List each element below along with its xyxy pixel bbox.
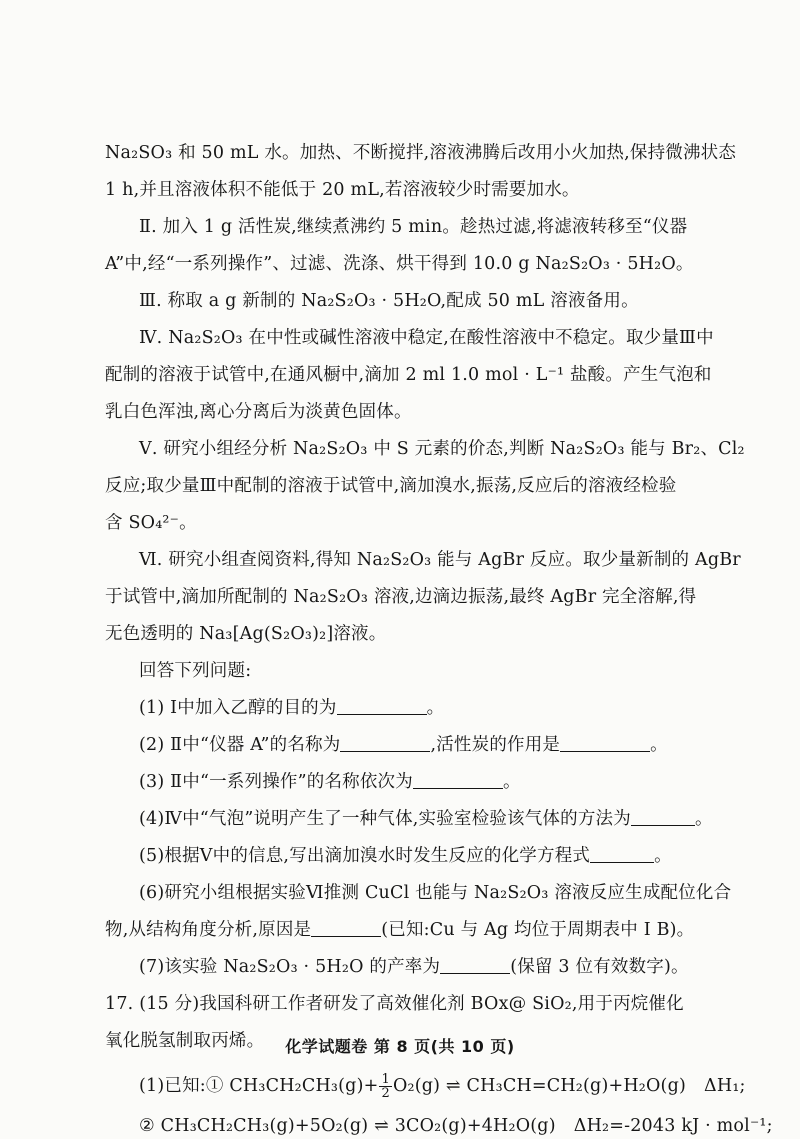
answer-blank[interactable] (631, 807, 695, 826)
question-end: (已知:Cu 与 Ag 均位于周期表中 Ⅰ B)。 (381, 920, 695, 940)
question-end: 。 (502, 772, 521, 792)
enthalpy-1: ΔH₁; (704, 1076, 746, 1096)
enthalpy-2: ΔH₂=-2043 kJ · mol⁻¹; (573, 1116, 773, 1136)
question-text: (7)该实验 Na₂S₂O₃ · 5H₂O 的产率为 (139, 957, 441, 977)
question-1 (139, 695, 444, 721)
step-vi-line: Ⅵ. 研究小组查阅资料,得知 Na₂S₂O₃ 能与 AgBr 反应。取少量新制的 AgBr (139, 550, 741, 570)
question-6: (6)研究小组根据实验Ⅵ推测 CuCl 也能与 Na₂S₂O₃ 溶液反应生成配位化合 (139, 883, 732, 903)
answer-blank[interactable] (590, 844, 654, 863)
question-text: (5)根据Ⅴ中的信息,写出滴加溴水时发生反应的化学方程式 (139, 846, 591, 866)
fraction-denominator: 2 (381, 1086, 390, 1101)
question-end: 。 (650, 735, 668, 755)
question-7 (139, 954, 689, 980)
question-end: 。 (654, 846, 672, 866)
text-line: 于试管中,滴加所配制的 Na₂S₂O₃ 溶液,边滴边振荡,最终 AgBr 完全溶解,得 (105, 587, 697, 607)
questions-heading: 回答下列问题: (139, 661, 252, 681)
step-iii-line: Ⅲ. 称取 a g 新制的 Na₂S₂O₃ · 5H₂O,配成 50 mL 溶液备用。 (139, 291, 639, 311)
text-line: Na₂SO₃ 和 50 mL 水。加热、不断搅拌,溶液沸腾后改用小火加热,保持微沸状态 (105, 143, 737, 163)
equation-lead: (1)已知:① CH₃CH₂CH₃(g)+ (139, 1076, 379, 1096)
text-line: 反应;取少量Ⅲ中配制的溶液于试管中,滴加溴水,振荡,反应后的溶液经检验 (105, 476, 677, 496)
question-end: (保留 3 位有效数字)。 (510, 957, 689, 977)
text-line: 乳白色浑浊,离心分离后为淡黄色固体。 (105, 402, 412, 422)
step-iv-line: Ⅳ. Na₂S₂O₃ 在中性或碱性溶液中稳定,在酸性溶液中不稳定。取少量Ⅲ中 (139, 328, 714, 348)
question-text: (1) Ⅰ中加入乙醇的目的为 (139, 698, 337, 718)
step-v-line: Ⅴ. 研究小组经分析 Na₂S₂O₃ 中 S 元素的价态,判断 Na₂S₂O₃ 能与 Br₂、Cl₂ (139, 439, 745, 459)
question-6-cont (105, 917, 694, 943)
question-3 (139, 769, 521, 795)
equation-body: O₂(g) ⇌ CH₃CH=CH₂(g)+H₂O(g) (392, 1076, 687, 1096)
problem-17-line: 17. (15 分)我国科研工作者研发了高效催化剂 BOx@ SiO₂,用于丙烷催化 (105, 994, 684, 1014)
question-text: 物,从结构角度分析,原因是 (105, 920, 312, 940)
equation-1 (139, 1073, 746, 1100)
question-end: 。 (426, 698, 445, 718)
page-footer: 化学试题卷 第 8 页(共 10 页) (285, 1037, 515, 1056)
answer-blank[interactable] (560, 733, 650, 752)
text-line: 1 h,并且溶液体积不能低于 20 mL,若溶液较少时需要加水。 (105, 180, 580, 200)
answer-blank[interactable] (311, 918, 381, 937)
answer-blank[interactable] (413, 770, 503, 789)
question-text: (2) Ⅱ中“仪器 A”的名称为 (139, 735, 341, 755)
equation-body: ② CH₃CH₂CH₃(g)+5O₂(g) ⇌ 3CO₂(g)+4H₂O(g) (139, 1116, 556, 1136)
equation-2 (139, 1113, 773, 1139)
question-text: (3) Ⅱ中“一系列操作”的名称依次为 (139, 772, 413, 792)
question-4 (139, 806, 713, 832)
text-line: 氧化脱氢制取丙烯。 (105, 1031, 265, 1051)
text-line: 无色透明的 Na₃[Ag(S₂O₃)₂]溶液。 (105, 624, 387, 644)
text-line: 含 SO₄²⁻。 (105, 513, 197, 533)
question-text: ,活性炭的作用是 (430, 735, 561, 755)
fraction-one-half (379, 1073, 391, 1100)
text-line: A”中,经“一系列操作”、过滤、洗涤、烘干得到 10.0 g Na₂S₂O₃ · 5H₂O。 (105, 254, 694, 274)
question-end: 。 (694, 809, 713, 829)
text-line: 配制的溶液于试管中,在通风橱中,滴加 2 ml 1.0 mol · L⁻¹ 盐酸。产生气泡和 (105, 365, 712, 385)
answer-blank[interactable] (340, 733, 430, 752)
answer-blank[interactable] (337, 696, 427, 715)
question-5 (139, 843, 672, 869)
step-ii-line: Ⅱ. 加入 1 g 活性炭,继续煮沸约 5 min。趁热过滤,将滤液转移至“仪器 (139, 217, 688, 237)
question-text: (4)Ⅳ中“气泡”说明产生了一种气体,实验室检验该气体的方法为 (139, 809, 631, 829)
fraction-numerator: 1 (381, 1072, 390, 1087)
answer-blank[interactable] (440, 955, 510, 974)
question-2 (139, 732, 668, 758)
